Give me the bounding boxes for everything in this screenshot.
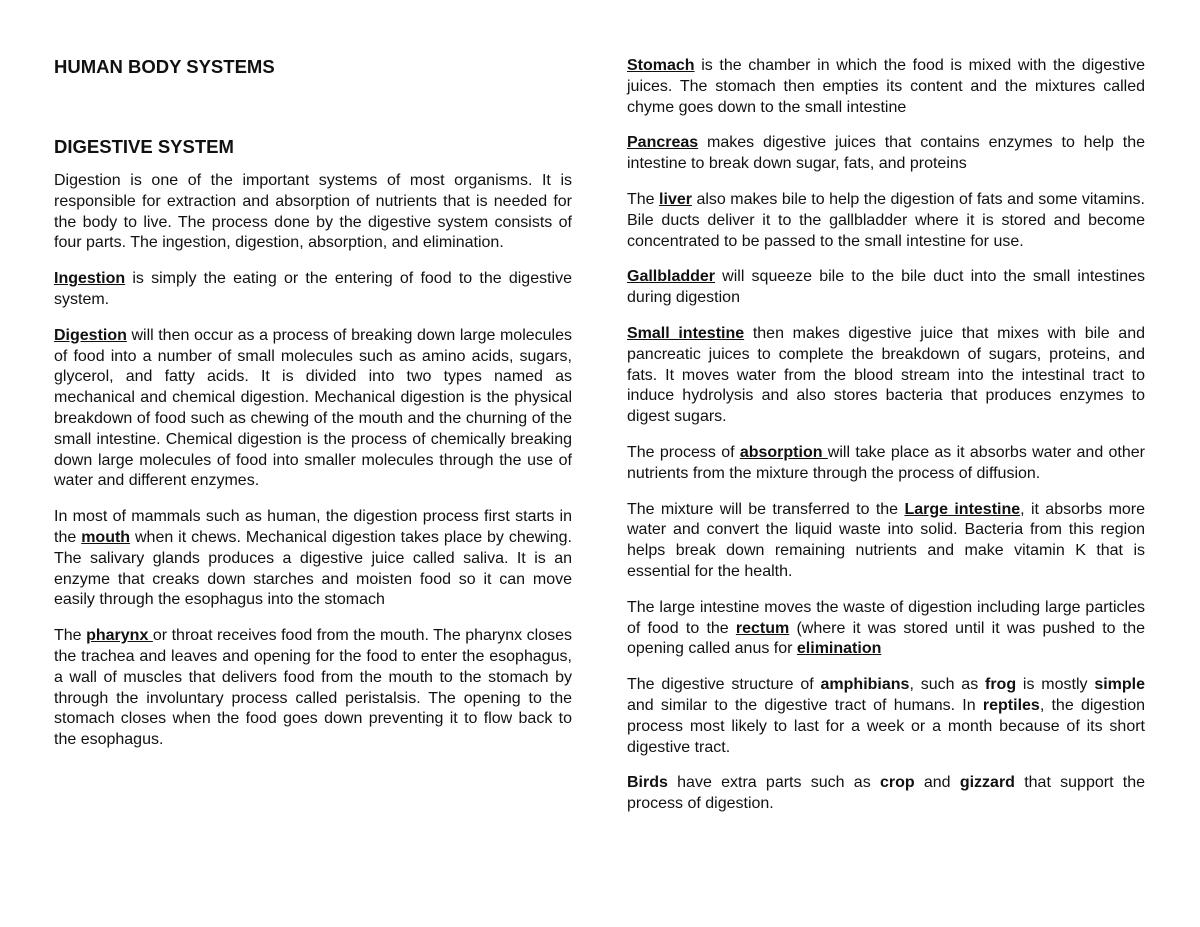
term-small-intestine: Small intestine (627, 324, 745, 342)
term-reptiles: reptiles (982, 696, 1040, 714)
term-large-intestine: Large intestine (904, 500, 1021, 518)
ingestion-paragraph: Ingestion is simply the eating or the entering of food to the digestive system. (54, 270, 572, 308)
term-frog: frog (985, 676, 1017, 694)
pancreas-paragraph: Pancreas makes digestive juices that contains enzymes to help the intestine to break down sugar, fats, and proteins (627, 134, 1145, 173)
digestion-paragraph: Digestion will then occur as a process of breaking down large molecules of food into a number of small molecules such as amino acids, sugars, glycerol, and fatty acids. It is divided into two types named as mechanical and chemical digestion. Mechanical digestion is the physical breakdown of food such as chewing of the mouth and the churning of the small intestine. Chemical digestion is the process of chemically breaking down large molecules of food into smaller molecules through the use of water and different enzymes. (54, 326, 572, 490)
term-absorption: absorption (739, 443, 828, 461)
amphibians-paragraph: The digestive structure of amphibians, such as frog is mostly simple and similar to the digestive tract of humans. In reptiles, the digestion process most likely to last for a week or a month because of its short digestive tract. (627, 676, 1146, 756)
term-crop: crop (879, 774, 915, 792)
term-elimination: elimination (796, 640, 882, 658)
large-intestine-paragraph: The mixture will be transferred to the Large intestine, it absorbs more water and convert the liquid waste into solid. Bacteria from this region helps break down remaining nutrients and make vitamin K that is essential for the health. (627, 500, 1146, 580)
pharynx-paragraph: The pharynx or throat receives food from the mouth. The pharynx closes the trachea and leaves and opening for the food to enter the esophagus, a wall of muscles that delivers food from the mouth to the stomach by through the involuntary process called peristalsis. The opening to the stomach closes when the food goes down preventing it to flow back to the esophagus. (54, 627, 573, 749)
section-title: DIGESTIVE SYSTEM (54, 136, 234, 157)
term-gizzard: gizzard (959, 774, 1015, 792)
gallbladder-paragraph: Gallbladder will squeeze bile to the bile duct into the small intestines during digestion (627, 268, 1145, 307)
term-pharynx: pharynx (86, 627, 153, 645)
term-rectum: rectum (735, 619, 790, 637)
term-mouth: mouth (81, 528, 131, 546)
stomach-paragraph: Stomach is the chamber in which the food is mixed with the digestive juices. The stomach then empties its content and the mixtures called chyme goes down to the small intestine (627, 57, 1145, 116)
term-gallbladder: Gallbladder (627, 268, 716, 286)
right-column (627, 56, 1145, 830)
term-digestion: Digestion (54, 326, 127, 344)
term-ingestion: Ingestion (54, 270, 126, 288)
liver-paragraph: The liver also makes bile to help the digestion of fats and some vitamins. Bile ducts deliver it to the gallbladder where it is stored and become concentrated to be passed to the small intestine for use. (627, 190, 1146, 250)
absorption-paragraph: The process of absorption will take place as it absorbs water and other nutrients from the mixture through the process of diffusion. (627, 443, 1145, 482)
mouth-paragraph: In most of mammals such as human, the digestion process first starts in the mouth when it chews. Mechanical digestion takes place by chewing. The salivary glands produces a digestive juice called saliva. It is an enzyme that creaks down starches and moisten food so it can move easily through the esophagus into the stomach (54, 508, 573, 609)
term-birds: Birds (627, 774, 668, 792)
term-amphibians: amphibians (820, 676, 910, 694)
small-intestine-paragraph: Small intestine then makes digestive juice that mixes with bile and pancreatic juices to complete the breakdown of sugars, proteins, and fats. It moves water from the blood stream into the intestinal tract to induce hydrolysis and also stores bacteria that produces enzymes to digest sugars. (627, 324, 1146, 426)
intro-paragraph: Digestion is one of the important systems of most organisms. It is responsible for extraction and absorption of nutrients that is needed for the body to live. The process done by the digestive system consists of four parts. The ingestion, digestion, absorption, and elimination. (54, 172, 572, 252)
left-column (54, 56, 572, 766)
term-simple: simple (1094, 676, 1145, 694)
term-liver: liver (659, 190, 692, 208)
term-stomach: Stomach (627, 57, 695, 74)
rectum-paragraph: The large intestine moves the waste of digestion including large particles of food to the rectum (where it was stored until it was pushed to the opening called anus for elimination (627, 598, 1145, 658)
term-pancreas: Pancreas (627, 134, 699, 152)
document-title: HUMAN BODY SYSTEMS (54, 56, 275, 77)
birds-paragraph: Birds have extra parts such as crop and gizzard that support the process of digestion. (627, 774, 1146, 813)
